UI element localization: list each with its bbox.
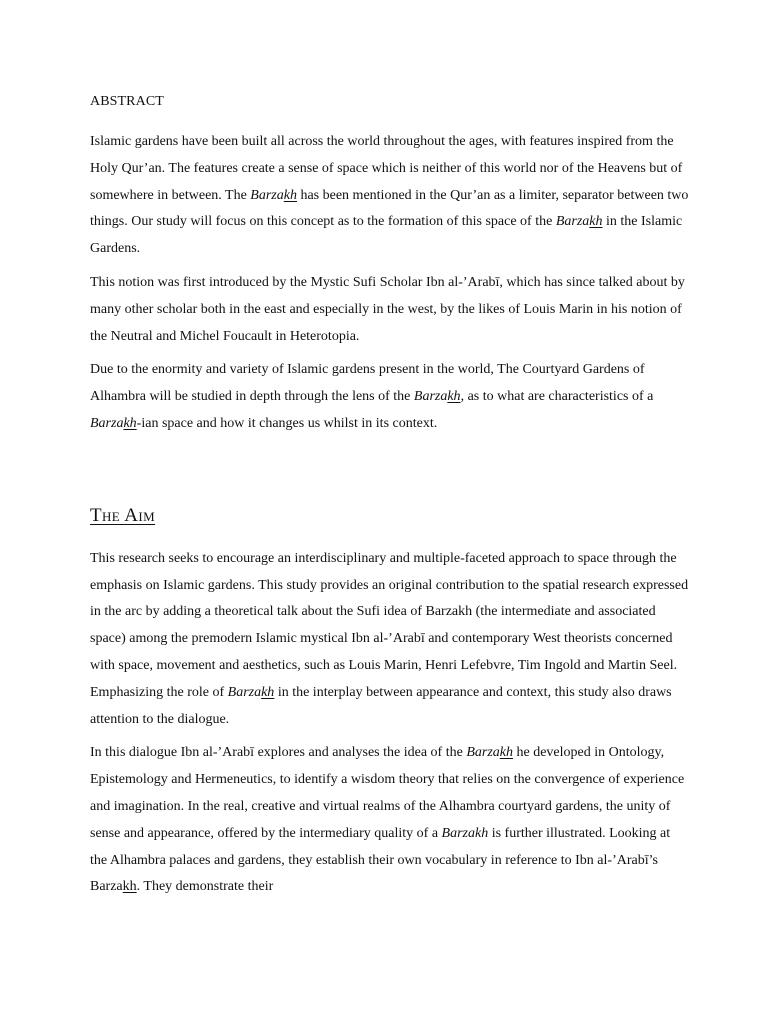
term-text: Barza bbox=[250, 187, 284, 203]
term-text: Barza bbox=[555, 214, 590, 230]
text-run: Due to the enormity and variety of Islamic gardens present in the world, The Courtyard Gardens of Alhambra will be studied in depth through the lens of the bbox=[90, 362, 645, 405]
document-page bbox=[90, 92, 690, 908]
term-text: Barza bbox=[227, 684, 262, 700]
term-underlined: kh bbox=[283, 187, 297, 203]
text-run: has been mentioned in the Qur’an as a limiter, separator between two things. Our study will focus on this concept as to the formation of this space of the bbox=[90, 187, 689, 230]
term-underlined: kh bbox=[589, 214, 603, 230]
term-underlined: kh bbox=[499, 745, 513, 761]
barzakh-term bbox=[250, 188, 297, 203]
aim-heading: The Aim bbox=[90, 504, 156, 526]
text-run: -ian space and how it changes us whilst in its context. bbox=[136, 415, 438, 431]
term-underlined: kh bbox=[122, 879, 137, 895]
barzakh-term bbox=[90, 416, 137, 431]
barzakh-term bbox=[414, 389, 461, 404]
term-underlined: kh bbox=[447, 389, 461, 405]
term-underlined: kh bbox=[261, 684, 275, 700]
text-run: This research seeks to encourage an interdisciplinary and multiple-faceted approach to space through the emphasis on Islamic gardens. This study provides an original contribution to the spatial research expressed in the arc by adding a theoretical talk about the Sufi idea of Barzakh (the intermediate and associated space) among the premodern Islamic mystical Ibn al-’Arabī and contemporary West theorists concerned with space, movement and aesthetics, such as Louis Marin, Henri Lefebvre, Tim Ingold and Martin Seel. Emphasizing the role of bbox=[90, 550, 689, 700]
text-run: . They demonstrate their bbox=[136, 879, 274, 895]
text-run: in the interplay between appearance and context, this study also draws attention to the dialogue. bbox=[90, 684, 672, 727]
abstract-paragraph-2: This notion was first introduced by the Mystic Sufi Scholar Ibn al-’Arabī, which has since talked about by many other scholar both in the east and especially in the west, by the likes of Louis Marin in his notion of the Neutral and Michel Foucault in Heterotopia. bbox=[90, 274, 685, 344]
term-text: Barza bbox=[413, 389, 448, 405]
text-run: is further illustrated. Looking at the Alhambra palaces and gardens, they establish their own vocabulary in reference to Ibn al-’Arabī’s Barza bbox=[90, 825, 671, 895]
term-text: Barza bbox=[90, 415, 124, 431]
aim-paragraph-2 bbox=[90, 740, 690, 901]
abstract-paragraph-3 bbox=[90, 357, 690, 437]
barzakh-term bbox=[556, 214, 603, 229]
term-underlined: kh bbox=[123, 415, 137, 431]
barzakh-term: Barzakh bbox=[441, 825, 489, 841]
text-run: , as to what are characteristics of a bbox=[460, 389, 654, 405]
term-text: Barza bbox=[466, 745, 500, 761]
aim-paragraph-1 bbox=[90, 546, 690, 734]
text-run: in the Islamic Gardens. bbox=[90, 214, 683, 257]
text-run: he developed in Ontology, Epistemology and Hermeneutics, to identify a wisdom theory that relies on the convergence of experience and imagination. In the real, creative and virtual realms of the Alhambra courtyard gardens, the unity of sense and appearance, offered by the intermediary quality of a bbox=[90, 745, 685, 841]
abstract-heading: ABSTRACT bbox=[90, 94, 164, 109]
barzakh-term bbox=[228, 685, 275, 700]
text-run: Islamic gardens have been built all across the world throughout the ages, with features inspired from the Holy Qur’an. The features create a sense of space which is neither of this world nor of the Heavens but of somewhere in between. The bbox=[90, 134, 683, 203]
text-run: In this dialogue Ibn al-’Arabī explores and analyses the idea of the bbox=[90, 745, 467, 761]
barzakh-term bbox=[466, 745, 513, 760]
abstract-paragraph-1 bbox=[90, 129, 690, 263]
